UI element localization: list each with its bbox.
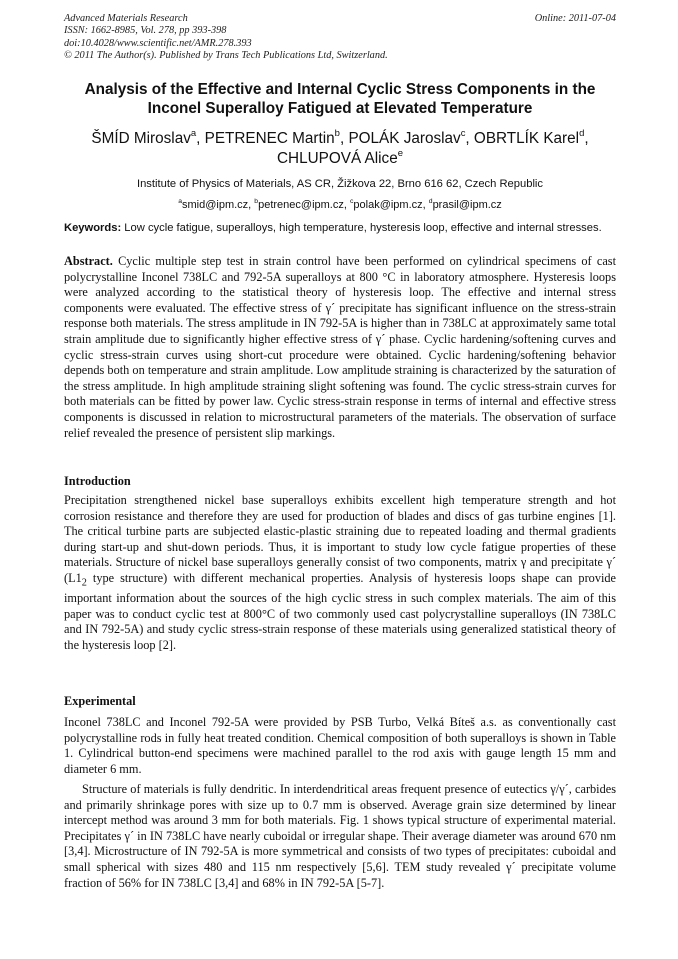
copyright-notice: © 2011 The Author(s). Published by Trans Tech Publications Ltd, Switzerland. <box>64 50 388 62</box>
email[interactable] <box>254 199 344 211</box>
title-line-1: Analysis of the Effective and Internal Cyclic Stress Components in the <box>84 81 596 98</box>
author-separator: , <box>196 130 205 147</box>
email-mark: c <box>349 197 354 205</box>
email-mark: d <box>428 197 433 205</box>
author <box>473 127 589 147</box>
author-name: OBRTLÍK Karel <box>473 130 580 147</box>
author-name: POLÁK Jaroslav <box>348 130 461 147</box>
keywords <box>64 222 616 235</box>
journal-doi: doi:10.4028/www.scientific.net/AMR.278.393 <box>64 37 252 49</box>
experimental-paragraph-2: Structure of materials is fully dendritic. In interdendritical areas frequent presence of eutectics γ/γ´, carbides and primarily shrinkage pores with size up to 0.7 mm is observed. Average grain size determined by linear intercept method was around 3 mm for both materials. Fig. 1 shows typical structure of experimental material. Precipitates γ´ in IN 738LC have nearly cuboidal or irregular shape. Their average diameter was around 670 nm [3,4]. Microstructure of IN 792-5A is more symmetrical and consists of two types of precipitates: cuboidal and small spherical with sizes 480 and 115 nm respectively [5,6]. TEM study revealed γ´ precipitate volume fraction of 56% for IN 738LC [3,4] and 68% in IN 792-5A [5-7]. <box>64 782 616 890</box>
abstract-text: Cyclic multiple step test in strain control have been performed on cylindrical specimens of cast polycrystalline Inconel 738LC and 792-5A superalloys at 800 °C in laboratory atmosphere. Hysteresis loops were analyzed according to the statistical theory of hysteresis loop. The effective and internal stress components were evaluated. The effective stress of γ´ precipitate has significant influence on the stress-strain response both materials. The stress amplitude in IN 792-5A is higher than in 738LC at approximately same total strain amplitude due to significantly higher effective stress of γ´ phase. Cyclic hardening/softening curves and cyclic stress-strain curves using short-cut procedure were obtained. Cyclic hardening/softening behavior depends both on temperature and strain amplitude. Low amplitude straining is characterized by the saturation of the stress amplitude. In high amplitude straining slight softening was found. The cyclic stress-strain curves for both materials can be fitted by power law. Cyclic stress-strain response in terms of internal and effective stress components is discussed in relation to microstructural parameters of the materials. The observation of surface relief revealed the presence of persistent slip markings. <box>64 254 616 440</box>
keywords-text: Low cycle fatigue, superalloys, high temperature, hysteresis loop, effective and internal stresses. <box>121 222 602 234</box>
email-address: prasil@ipm.cz <box>432 199 502 211</box>
email[interactable] <box>429 199 502 211</box>
journal-issn: ISSN: 1662-8985, Vol. 278, pp 393-398 <box>64 25 227 37</box>
author-affil-mark: b <box>334 127 340 139</box>
email[interactable] <box>178 199 248 211</box>
email-mark: b <box>254 197 259 205</box>
journal-header <box>64 13 616 63</box>
author <box>348 127 474 147</box>
experimental-paragraph-1: Inconel 738LC and Inconel 792-5A were provided by PSB Turbo, Velká Bíteš a.s. as conventionally cast polycrystalline rods in fully heat treated condition. Chemical composition of both superalloys is shown in Table 1. Cylindrical button-end specimens were machined parallel to the rod axis with gauge length 15 mm and diameter 6 mm. <box>64 715 616 776</box>
author-name: ŠMÍD Miroslav <box>91 130 191 147</box>
author-separator: , <box>584 130 589 147</box>
author <box>91 127 205 147</box>
author-name: CHLUPOVÁ Alice <box>277 150 398 167</box>
paper-title <box>52 80 628 118</box>
abstract <box>64 254 616 441</box>
affiliation: Institute of Physics of Materials, AS CR, Žižkova 22, Brno 616 62, Czech Republic <box>136 178 544 190</box>
introduction-subscript: 2 <box>81 577 87 589</box>
email-separator: , <box>248 199 255 211</box>
title-line-2: Inconel Superalloy Fatigued at Elevated Temperature <box>147 100 533 117</box>
online-date: Online: 2011-07-04 <box>534 13 616 24</box>
email-list <box>52 198 628 212</box>
email-separator: , <box>422 199 429 211</box>
email-address: polak@ipm.cz <box>353 199 423 211</box>
author-affil-mark: a <box>190 127 197 139</box>
section-heading-experimental: Experimental <box>64 694 136 708</box>
email[interactable] <box>350 199 423 211</box>
author-list <box>52 129 628 169</box>
keywords-label: Keywords: <box>64 222 122 234</box>
section-heading-introduction: Introduction <box>64 474 131 488</box>
author-separator: , <box>465 130 474 147</box>
email-separator: , <box>343 199 350 211</box>
author-affil-mark: d <box>579 127 585 139</box>
author-affil-mark: e <box>397 147 403 159</box>
introduction-paragraph <box>64 493 616 653</box>
author <box>204 127 349 147</box>
author-affil-mark: c <box>460 127 466 139</box>
introduction-text-a: Precipitation strengthened nickel base superalloys exhibits excellent high temperature strength and hot corrosion resistance and therefore they are used for production of blades and discs of gas turbine engines [1]. The critical turbine parts are subjected elastic-plastic straining due to repeated loading and thermal gradients during start-up and shut-down periods. Thus, it is important to study low cycle fatigue properties of these materials. Structure of nickel base superalloys generally consist of two components, matrix γ and precipitate γ´ (L1 <box>64 493 616 585</box>
author-name: PETRENEC Martin <box>204 130 335 147</box>
email-mark: a <box>178 197 182 205</box>
email-address: petrenec@ipm.cz <box>258 199 344 211</box>
author-separator: , <box>339 130 349 147</box>
abstract-label: Abstract. <box>64 254 113 268</box>
journal-name: Advanced Materials Research <box>64 13 188 24</box>
email-address: smid@ipm.cz <box>182 199 249 211</box>
introduction-text-b: type structure) with different mechanical properties. Analysis of hysteresis loops shape can provide important information about the sources of the high cyclic stress in such complex materials. The aim of this paper was to conduct cyclic test at 800°C of two commonly used cast polycrystalline superalloys (IN 738LC and IN 792-5A) and study cyclic stress-strain response of these materials using generalized statistical theory of the hysteresis loop [2]. <box>64 570 616 652</box>
author <box>277 147 403 167</box>
